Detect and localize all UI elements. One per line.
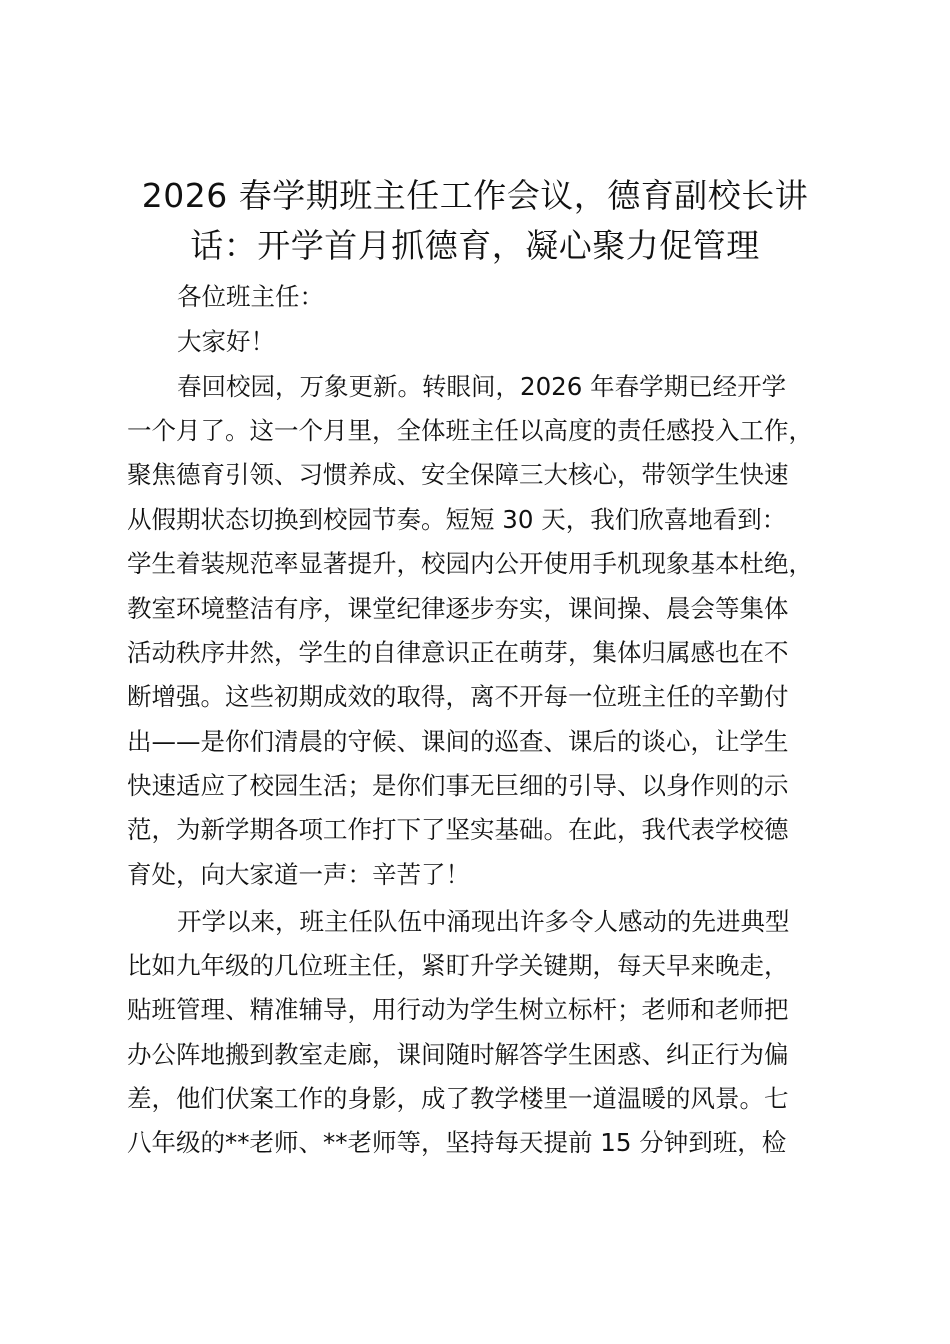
paragraph-line: 一个月了。这一个月里，全体班主任以高度的责任感投入工作， (127, 416, 813, 445)
paragraph-line: 出——是你们清晨的守候、课间的巡查、课后的谈心，让学生 (127, 727, 789, 756)
paragraph-line: 育处，向大家道一声：辛苦了！ (127, 860, 470, 889)
paragraph-line: 快速适应了校园生活；是你们事无巨细的引导、以身作则的示 (127, 771, 789, 800)
paragraph-line: 贴班管理、精准辅导，用行动为学生树立标杆；老师和老师把 (127, 995, 789, 1024)
document-title-line-2: 话：开学首月抓德育，凝心聚力促管理 (190, 226, 760, 265)
document-title-line-1: 2026 春学期班主任工作会议，德育副校长讲 (141, 176, 809, 215)
paragraph-line: 春回校园，万象更新。转眼间，2026 年春学期已经开学 (177, 372, 787, 401)
paragraph-line: 开学以来，班主任队伍中涌现出许多令人感动的先进典型 (177, 907, 790, 936)
greeting: 大家好！ (177, 327, 275, 356)
paragraph-line: 聚焦德育引领、习惯养成、安全保障三大核心，带领学生快速 (127, 460, 789, 489)
paragraph-line: 办公阵地搬到教室走廊，课间随时解答学生困惑、纠正行为偏 (127, 1040, 789, 1069)
paragraph-line: 从假期状态切换到校园节奏。短短 30 天，我们欣喜地看到： (127, 505, 787, 534)
paragraph-line: 差，他们伏案工作的身影，成了教学楼里一道温暖的风景。七 (127, 1084, 789, 1113)
paragraph-line: 教室环境整洁有序，课堂纪律逐步夯实，课间操、晨会等集体 (127, 594, 789, 623)
paragraph-line: 断增强。这些初期成效的取得，离不开每一位班主任的辛勤付 (127, 682, 789, 711)
paragraph-line: 比如九年级的几位班主任，紧盯升学关键期，每天早来晚走， (127, 951, 789, 980)
salutation: 各位班主任： (177, 282, 324, 311)
paragraph-line: 八年级的**老师、**老师等，坚持每天提前 15 分钟到班，检 (127, 1128, 787, 1157)
paragraph-line: 活动秩序井然，学生的自律意识正在萌芽，集体归属感也在不 (127, 638, 789, 667)
paragraph-line: 学生着装规范率显著提升，校园内公开使用手机现象基本杜绝， (127, 549, 813, 578)
paragraph-line: 范，为新学期各项工作打下了坚实基础。在此，我代表学校德 (127, 815, 789, 844)
